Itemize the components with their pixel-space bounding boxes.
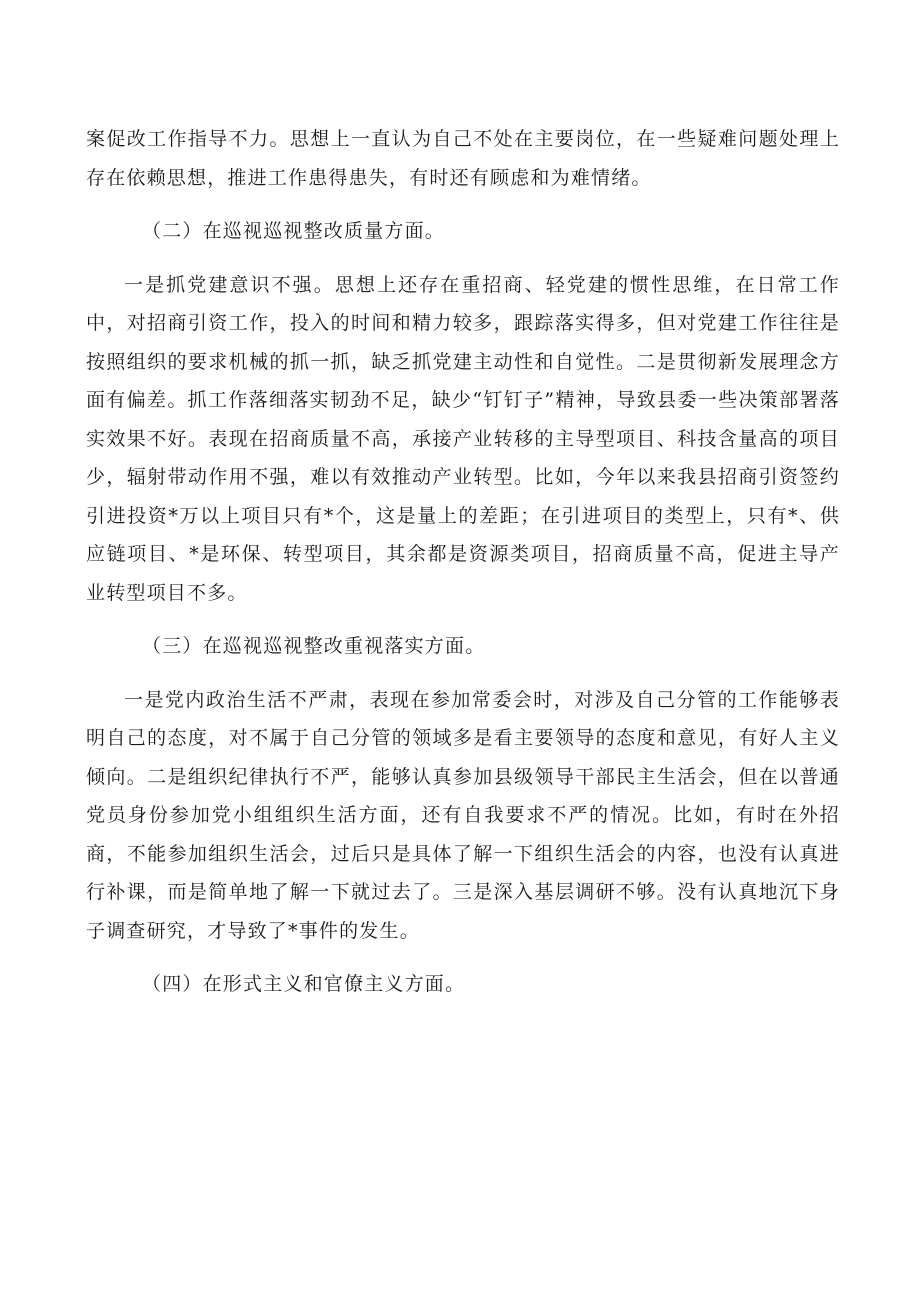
section-heading-2: （二）在巡视巡视整改质量方面。 (142, 220, 446, 242)
paragraph-gap (86, 251, 840, 266)
document-body (86, 120, 840, 1004)
paragraph-gap (86, 666, 840, 681)
paragraph-section-3: 一是党内政治生活不严肃，表现在参加常委会时，对涉及自己分管的工作能够表明自己的态度，对不属于自己分管的领域多是看主要领导的态度和意见，有好人主义倾向。二是组织纪律执行不严，能够认真参加县级领导干部民主生活会，但在以普通党员身份参加党小组组织生活方面，还有自我要求不严的情况。比如，有时在外招商，不能参加组织生活会，过后只是具体了解一下组织生活会的内容，也没有认真进行补课，而是简单地了解一下就过去了。三是深入基层调研不够。没有认真地沉下身子调查研究，才导致了*事件的发生。 (86, 688, 840, 942)
paragraph-gap (86, 197, 840, 212)
section-heading-3: （三）在巡视巡视整改重视落实方面。 (142, 635, 486, 657)
paragraph-continued: 案促改工作指导不力。思想上一直认为自己不处在主要岗位，在一些疑难问题处理上存在依赖思想，推进工作患得患失，有时还有顾虑和为难情绪。 (86, 128, 840, 189)
paragraph-section-2: 一是抓党建意识不强。思想上还存在重招商、轻党建的惯性思维，在日常工作中，对招商引资工作，投入的时间和精力较多，跟踪落实得多，但对党建工作往往是按照组织的要求机械的抓一抓，缺乏抓党建主动性和自觉性。二是贯彻新发展理念方面有偏差。抓工作落细落实韧劲不足，缺少“钉钉子”精神，导致县委一些决策部署落实效果不好。表现在招商质量不高，承接产业转移的主导型项目、科技含量高的项目少，辐射带动作用不强，难以有效推动产业转型。比如，今年以来我县招商引资签约引进投资*万以上项目只有*个，这是量上的差距；在引进项目的类型上，只有*、供应链项目、*是环保、转型项目，其余都是资源类项目，招商质量不高，促进主导产业转型项目不多。 (86, 273, 840, 604)
section-heading-4: （四）在形式主义和官僚主义方面。 (142, 973, 466, 995)
paragraph-gap (86, 950, 840, 965)
paragraph-gap (86, 612, 840, 627)
